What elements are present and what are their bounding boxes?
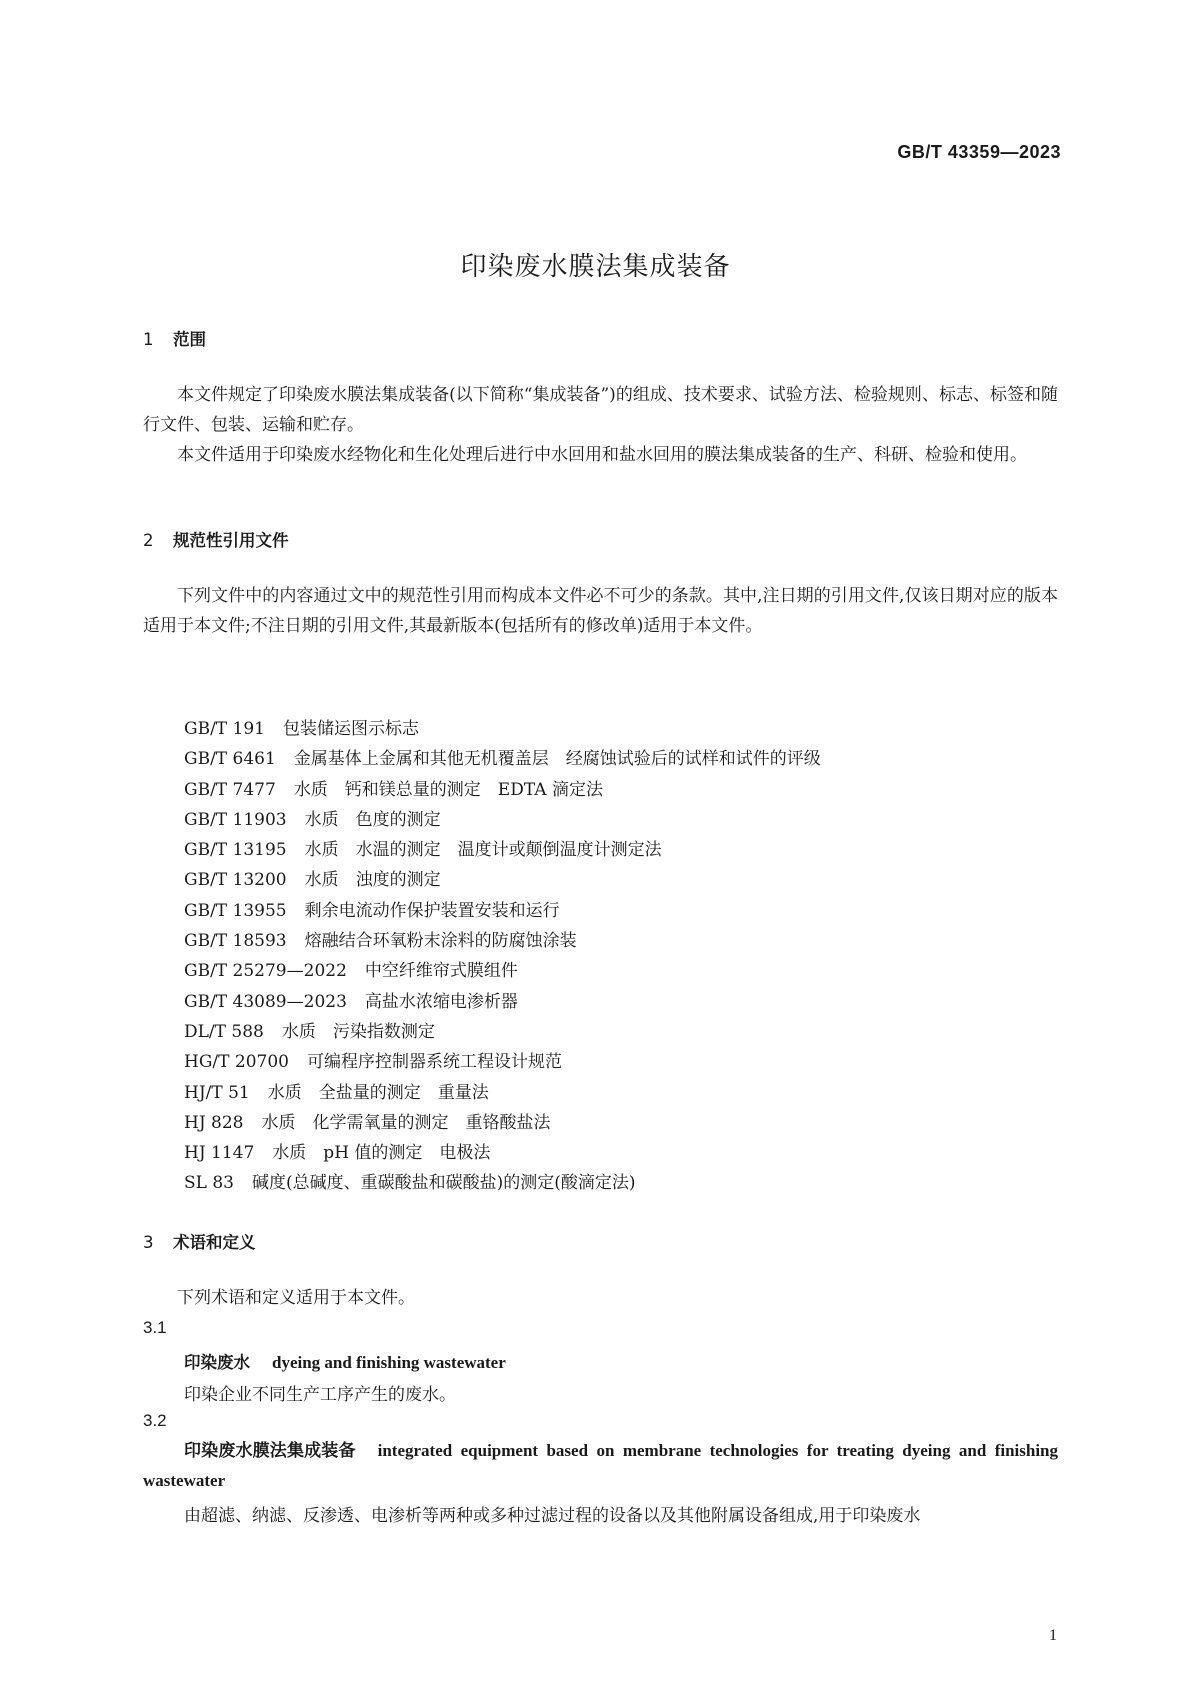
term-entry: [184, 1349, 506, 1373]
page-number: 1: [1049, 1627, 1057, 1644]
reference-item: [184, 956, 821, 986]
reference-item: [184, 896, 821, 926]
reference-code: GB/T 18593: [184, 931, 287, 952]
reference-item: [184, 1078, 821, 1108]
scope-paragraph-2: 本文件适用于印染废水经物化和生化处理后进行中水回用和盐水回用的膜法集成装备的生产、科研、检验和使用。: [177, 445, 1027, 465]
reference-code: GB/T 25279—2022: [184, 961, 347, 982]
reference-item: [184, 987, 821, 1017]
section-1-heading: [143, 326, 206, 350]
section-number: 3: [143, 1233, 154, 1252]
reference-code: DL/T 588: [184, 1021, 264, 1042]
reference-title: 水质 水温的测定 温度计或颠倒温度计测定法: [304, 840, 662, 861]
reference-code: GB/T 13195: [184, 840, 287, 861]
reference-code: GB/T 7477: [184, 779, 276, 800]
reference-title: 金属基体上金属和其他无机覆盖层 经腐蚀试验后的试样和试件的评级: [293, 749, 821, 770]
section-title: 规范性引用文件: [173, 531, 289, 550]
reference-title: 可编程序控制器系统工程设计规范: [306, 1052, 562, 1073]
term-chinese: 印染废水膜法集成装备: [184, 1441, 356, 1461]
reference-title: 水质 化学需氧量的测定 重铬酸盐法: [261, 1112, 551, 1133]
scope-paragraph-1: 本文件规定了印染废水膜法集成装备(以下简称“集成装备”)的组成、技术要求、试验方法、检验规则、标志、标签和随行文件、包装、运输和贮存。: [143, 385, 1058, 435]
term-chinese: 印染废水: [184, 1353, 250, 1372]
reference-title: 包装储运图示标志: [283, 719, 419, 739]
section-2-heading: [143, 527, 289, 551]
reference-code: GB/T 43089—2023: [184, 991, 347, 1012]
reference-code: HJ 828: [184, 1112, 244, 1133]
document-title: 印染废水膜法集成装备: [460, 252, 731, 282]
reference-code: HJ/T 51: [184, 1082, 250, 1103]
terms-intro: 下列术语和定义适用于本文件。: [177, 1288, 415, 1308]
reference-code: HJ 1147: [184, 1143, 255, 1164]
section-title: 术语和定义: [173, 1233, 256, 1252]
reference-item: [184, 744, 821, 774]
term-english: integrated equipment based on membrane technologies for treating dyeing and finishing wastewater: [143, 1441, 1058, 1490]
reference-title: 水质 浊度的测定: [304, 870, 441, 891]
reference-code: GB/T 191: [184, 719, 265, 739]
reference-code: GB/T 13200: [184, 870, 287, 891]
section-title: 范围: [173, 330, 206, 349]
reference-code: GB/T 13955: [184, 900, 287, 921]
reference-title: 水质 全盐量的测定 重量法: [267, 1082, 489, 1103]
section-number: 2: [143, 531, 154, 550]
reference-item: [184, 1108, 821, 1138]
reference-item: [184, 714, 821, 744]
reference-title: 水质 色度的测定: [304, 809, 441, 830]
reference-title: 中空纤维帘式膜组件: [364, 961, 518, 982]
reference-item: [184, 1138, 821, 1168]
reference-code: SL 83: [184, 1173, 234, 1194]
section-3-heading: [143, 1229, 256, 1253]
reference-title: 剩余电流动作保护装置安装和运行: [304, 900, 560, 921]
reference-code: GB/T 11903: [184, 809, 287, 830]
term-entry: [143, 1436, 1058, 1496]
term-number: 3.1: [143, 1318, 167, 1337]
reference-code: GB/T 6461: [184, 749, 276, 770]
term-definition: 由超滤、纳滤、反渗透、电渗析等两种或多种过滤过程的设备以及其他附属设备组成,用于印染废水: [184, 1506, 921, 1526]
reference-item: [184, 865, 821, 895]
reference-title: 水质 污染指数测定: [281, 1021, 435, 1042]
reference-code: HG/T 20700: [184, 1052, 289, 1073]
reference-item: [184, 835, 821, 865]
term-english: dyeing and finishing wastewater: [272, 1353, 506, 1372]
reference-item: [184, 805, 821, 835]
reference-item: [184, 926, 821, 956]
reference-title: 水质 pH 值的测定 电极法: [272, 1143, 491, 1164]
reference-item: [184, 1047, 821, 1077]
standard-code: GB/T 43359—2023: [897, 142, 1061, 162]
term-number: 3.2: [143, 1411, 167, 1430]
reference-title: 熔融结合环氧粉末涂料的防腐蚀涂装: [304, 931, 577, 952]
reference-item: [184, 775, 821, 805]
section-number: 1: [143, 330, 154, 349]
references-intro: 下列文件中的内容通过文中的规范性引用而构成本文件必不可少的条款。其中,注日期的引用文件,仅该日期对应的版本适用于本文件;不注日期的引用文件,其最新版本(包括所有的修改单)适用于本文件。: [143, 586, 1058, 636]
reference-title: 高盐水浓缩电渗析器: [364, 991, 518, 1012]
term-definition: 印染企业不同生产工序产生的废水。: [184, 1385, 456, 1405]
reference-title: 碱度(总碱度、重碳酸盐和碳酸盐)的测定(酸滴定法): [251, 1173, 636, 1194]
reference-title: 水质 钙和镁总量的测定 EDTA 滴定法: [293, 779, 603, 800]
reference-item: [184, 1168, 821, 1198]
reference-list: [184, 714, 821, 1199]
reference-item: [184, 1017, 821, 1047]
